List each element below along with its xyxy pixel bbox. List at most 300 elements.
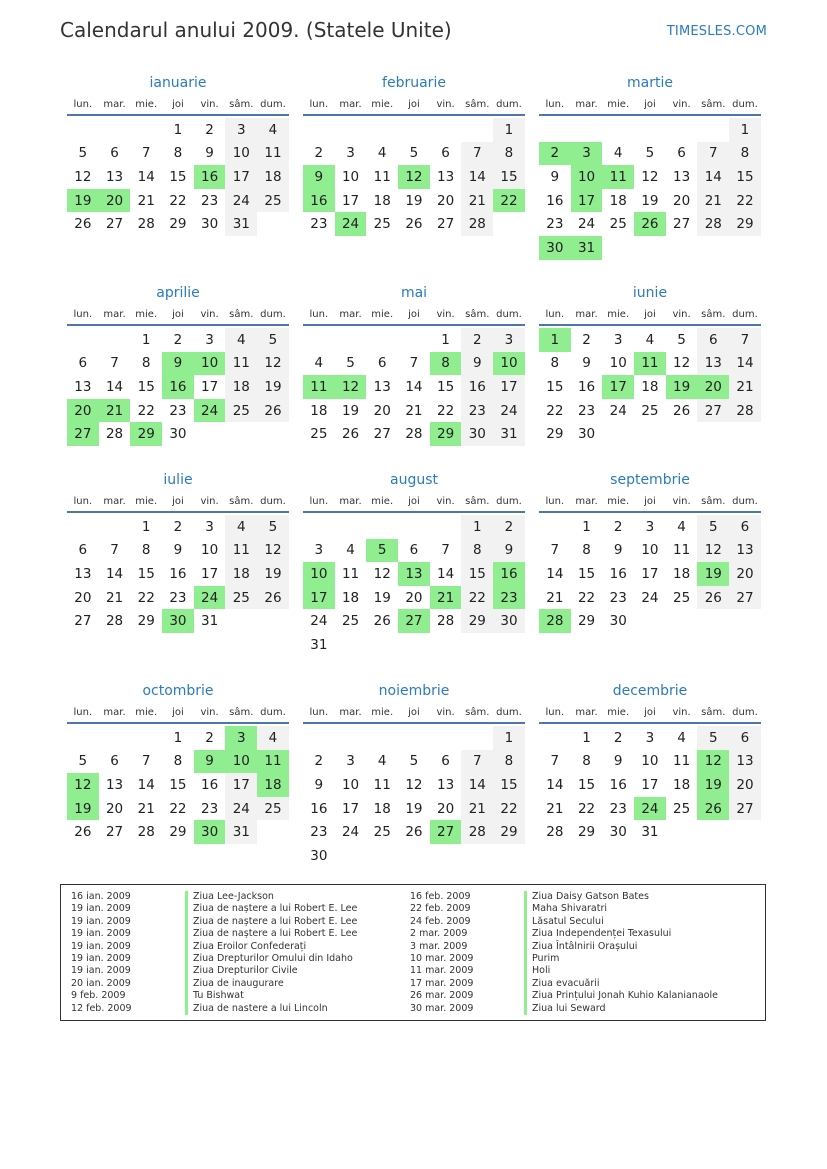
day-cell: 2: [314, 145, 324, 162]
day-cell: 21: [461, 797, 493, 821]
day-cell: 12: [405, 776, 423, 793]
day-cell: 4: [257, 726, 289, 750]
holiday-cell: 12: [335, 375, 367, 399]
day-cell: 6: [729, 515, 761, 539]
holiday-row: [71, 978, 401, 990]
empty-cell: [571, 118, 603, 142]
day-cell: 29: [577, 613, 596, 630]
day-cell: 26: [257, 586, 289, 610]
day-cell: 4: [314, 355, 324, 372]
day-cell: 23: [169, 402, 187, 419]
day-cell: 28: [105, 426, 124, 443]
day-cell: 8: [173, 753, 183, 770]
day-cell: 8: [173, 145, 183, 162]
day-cell: 25: [673, 589, 691, 606]
day-cell: 22: [169, 192, 187, 209]
holiday-date: 3 mar. 2009: [410, 940, 468, 952]
day-cell: 20: [673, 192, 691, 209]
weekday-label: mie.: [135, 706, 158, 718]
holiday-cell: 10: [303, 562, 335, 586]
holiday-cell: 12: [67, 773, 99, 797]
holiday-name: Ziua Drepturilor Civile: [185, 965, 298, 977]
holiday-cell: 29: [430, 422, 462, 446]
holiday-cell: 16: [162, 375, 194, 399]
day-cell: 23: [169, 589, 187, 606]
empty-cell: [398, 726, 430, 750]
holiday-cell: 12: [697, 750, 729, 774]
day-cell: 26: [405, 216, 423, 233]
month-name: octombrie: [142, 683, 214, 699]
day-cell: 25: [225, 586, 257, 610]
day-cell: 7: [441, 542, 450, 559]
day-cell: 13: [437, 776, 455, 793]
holiday-date: 2 mar. 2009: [410, 928, 468, 940]
weekday-header: [539, 702, 761, 724]
day-cell: 15: [577, 776, 596, 793]
holiday-date: 22 feb. 2009: [410, 903, 471, 915]
day-cell: 27: [729, 586, 761, 610]
day-cell: 8: [141, 542, 151, 559]
day-cell: 16: [201, 776, 219, 793]
day-cell: 7: [409, 355, 419, 372]
empty-cell: [303, 328, 335, 352]
day-cell: 28: [461, 820, 493, 844]
holiday-cell: 10: [225, 750, 257, 774]
month-name: aprilie: [156, 285, 200, 301]
weekday-label: mie.: [371, 308, 394, 320]
day-cell: 15: [169, 168, 187, 185]
weekday-label: joi: [644, 98, 656, 110]
day-cell: 17: [341, 192, 360, 209]
empty-cell: [67, 328, 99, 352]
empty-cell: [430, 515, 462, 539]
day-cell: 11: [225, 539, 257, 563]
month-septembrie: [539, 469, 761, 633]
weekday-label: mie.: [371, 495, 394, 507]
day-cell: 2: [205, 729, 214, 746]
holiday-row: [71, 891, 401, 903]
holiday-cell: 27: [430, 820, 462, 844]
day-cell: 10: [641, 753, 659, 770]
day-cell: 10: [641, 542, 659, 559]
holiday-cell: 29: [130, 422, 162, 446]
month-iulie: [67, 469, 289, 633]
holiday-row: [410, 891, 750, 903]
holiday-cell: 20: [67, 399, 99, 423]
day-cell: 6: [677, 145, 686, 162]
day-cell: 18: [373, 192, 391, 209]
empty-cell: [99, 328, 131, 352]
day-cell: 27: [105, 216, 124, 233]
day-cell: 30: [461, 422, 493, 446]
day-cell: 3: [346, 753, 355, 770]
empty-cell: [303, 118, 335, 142]
weekday-label: mie.: [371, 706, 394, 718]
day-cell: 7: [110, 542, 119, 559]
holiday-name: Ziua de naștere a lui Robert E. Lee: [185, 903, 357, 915]
day-cell: 14: [697, 165, 729, 189]
empty-cell: [335, 726, 367, 750]
day-cell: 2: [173, 331, 183, 348]
weekday-label: joi: [644, 495, 656, 507]
day-cell: 8: [582, 753, 591, 770]
weekday-label: dum.: [260, 98, 286, 110]
weekday-label: dum.: [260, 495, 286, 507]
day-cell: 5: [645, 145, 655, 162]
holiday-date: 19 ian. 2009: [71, 903, 131, 915]
holiday-cell: 20: [697, 375, 729, 399]
empty-cell: [430, 118, 462, 142]
day-cell: 4: [225, 328, 257, 352]
weekday-header: [303, 702, 525, 724]
day-cell: 25: [257, 797, 289, 821]
month-aprilie: [67, 282, 289, 446]
day-cell: 2: [173, 518, 183, 535]
day-cell: 11: [257, 142, 289, 166]
day-cell: 11: [673, 753, 691, 770]
day-cell: 8: [141, 355, 151, 372]
day-cell: 31: [493, 422, 525, 446]
weekday-label: lun.: [545, 706, 565, 718]
days-grid: [539, 726, 761, 844]
weekday-label: lun.: [73, 98, 93, 110]
holiday-cell: 26: [697, 797, 729, 821]
day-cell: 5: [346, 355, 355, 372]
day-cell: 8: [493, 750, 525, 774]
weekday-label: mar.: [339, 495, 362, 507]
day-cell: 4: [377, 753, 387, 770]
holiday-row: [71, 990, 401, 1002]
holiday-name: Tu Bishwat: [185, 990, 244, 1002]
day-cell: 24: [493, 399, 525, 423]
day-cell: 20: [729, 562, 761, 586]
day-cell: 6: [409, 542, 419, 559]
weekday-label: sâm.: [465, 308, 490, 320]
day-cell: 30: [609, 613, 627, 630]
day-cell: 6: [78, 355, 88, 372]
holiday-date: 19 ian. 2009: [71, 965, 131, 977]
holiday-cell: 17: [303, 586, 335, 610]
day-cell: 13: [729, 750, 761, 774]
day-cell: 4: [645, 331, 655, 348]
day-cell: 3: [205, 518, 214, 535]
holiday-row: [410, 1003, 750, 1015]
weekday-label: vin.: [672, 308, 691, 320]
day-cell: 15: [729, 165, 761, 189]
day-cell: 29: [546, 426, 564, 443]
day-cell: 4: [225, 515, 257, 539]
month-decembrie: [539, 680, 761, 844]
holiday-cell: 12: [398, 165, 430, 189]
day-cell: 25: [609, 216, 627, 233]
day-cell: 20: [373, 402, 391, 419]
weekday-label: mar.: [339, 98, 362, 110]
day-cell: 16: [546, 192, 564, 209]
day-cell: 30: [609, 824, 627, 841]
days-grid: [67, 118, 289, 236]
day-cell: 27: [74, 613, 92, 630]
day-cell: 27: [697, 399, 729, 423]
day-cell: 16: [169, 565, 187, 582]
month-februarie: [303, 72, 525, 236]
holiday-cell: 16: [194, 165, 226, 189]
day-cell: 13: [697, 352, 729, 376]
day-cell: 17: [493, 375, 525, 399]
day-cell: 30: [493, 609, 525, 633]
day-cell: 25: [341, 613, 360, 630]
holiday-cell: 20: [99, 189, 131, 213]
day-cell: 5: [697, 515, 729, 539]
day-cell: 30: [201, 216, 219, 233]
day-cell: 29: [169, 216, 187, 233]
day-cell: 7: [550, 542, 560, 559]
empty-cell: [697, 118, 729, 142]
empty-cell: [539, 726, 571, 750]
day-cell: 12: [673, 355, 691, 372]
holiday-name: Lăsatul Secului: [524, 916, 604, 928]
weekday-label: joi: [172, 308, 184, 320]
month-name: noiembrie: [378, 683, 450, 699]
holidays-list: [60, 884, 766, 1021]
days-grid: [539, 118, 761, 260]
holiday-cell: 9: [303, 165, 335, 189]
holiday-cell: 30: [194, 820, 226, 844]
day-cell: 16: [461, 375, 493, 399]
holiday-cell: 3: [571, 142, 603, 166]
holiday-cell: 16: [493, 562, 525, 586]
holiday-cell: 9: [162, 352, 194, 376]
day-cell: 28: [729, 399, 761, 423]
weekday-label: sâm.: [701, 308, 726, 320]
empty-cell: [366, 726, 398, 750]
day-cell: 28: [105, 613, 124, 630]
weekday-label: vin.: [672, 98, 691, 110]
day-cell: 1: [173, 121, 183, 138]
day-cell: 29: [493, 820, 525, 844]
empty-cell: [539, 515, 571, 539]
day-cell: 24: [341, 824, 360, 841]
holiday-cell: 2: [539, 142, 571, 166]
day-cell: 4: [677, 729, 686, 746]
day-cell: 27: [105, 824, 124, 841]
holiday-date: 26 mar. 2009: [410, 990, 474, 1002]
holiday-cell: 9: [194, 750, 226, 774]
weekday-label: vin.: [436, 706, 455, 718]
day-cell: 4: [677, 518, 686, 535]
day-cell: 1: [582, 729, 591, 746]
holiday-cell: 11: [257, 750, 289, 774]
day-cell: 28: [405, 426, 423, 443]
day-cell: 7: [550, 753, 560, 770]
empty-cell: [602, 118, 634, 142]
weekday-label: mar.: [575, 495, 598, 507]
weekday-label: vin.: [672, 706, 691, 718]
day-cell: 7: [141, 145, 151, 162]
day-cell: 19: [405, 800, 423, 817]
holiday-cell: 11: [634, 352, 666, 376]
day-cell: 17: [225, 773, 257, 797]
day-cell: 1: [141, 518, 151, 535]
day-cell: 19: [257, 375, 289, 399]
days-grid: [67, 515, 289, 633]
day-cell: 18: [225, 562, 257, 586]
weekday-label: lun.: [73, 495, 93, 507]
holiday-date: 16 feb. 2009: [410, 891, 471, 902]
day-cell: 6: [729, 726, 761, 750]
day-cell: 4: [257, 118, 289, 142]
weekday-label: mie.: [371, 98, 394, 110]
brand-link[interactable]: TIMESLES.COM: [666, 24, 767, 39]
day-cell: 10: [341, 776, 360, 793]
day-cell: 3: [205, 331, 214, 348]
weekday-header: [67, 491, 289, 513]
day-cell: 29: [729, 212, 761, 236]
day-cell: 24: [310, 613, 328, 630]
day-cell: 6: [441, 145, 450, 162]
holiday-row: [410, 941, 750, 953]
weekday-header: [67, 304, 289, 326]
day-cell: 22: [493, 797, 525, 821]
weekday-label: mar.: [103, 308, 126, 320]
holiday-cell: 24: [194, 586, 226, 610]
month-name: iunie: [632, 285, 668, 301]
day-cell: 18: [673, 776, 691, 793]
day-cell: 23: [201, 192, 219, 209]
empty-cell: [398, 118, 430, 142]
weekday-header: [303, 304, 525, 326]
day-cell: 10: [341, 168, 360, 185]
weekday-label: dum.: [496, 98, 522, 110]
day-cell: 27: [373, 426, 391, 443]
day-cell: 20: [105, 800, 124, 817]
day-cell: 6: [110, 753, 119, 770]
day-cell: 29: [169, 824, 187, 841]
weekday-label: vin.: [200, 495, 219, 507]
day-cell: 8: [461, 539, 493, 563]
weekday-header: [303, 94, 525, 116]
day-cell: 16: [310, 800, 328, 817]
holiday-name: Ziua Eroilor Confederați: [185, 941, 306, 953]
weekday-label: mar.: [575, 308, 598, 320]
day-cell: 20: [74, 589, 92, 606]
holiday-cell: 24: [194, 399, 226, 423]
day-cell: 9: [461, 352, 493, 376]
holidays-column-right: [410, 891, 750, 1015]
holiday-name: Holi: [524, 965, 550, 977]
weekday-header: [67, 702, 289, 724]
day-cell: 5: [257, 328, 289, 352]
day-cell: 26: [74, 824, 92, 841]
empty-cell: [366, 118, 398, 142]
weekday-label: dum.: [260, 706, 286, 718]
day-cell: 14: [137, 168, 155, 185]
day-cell: 12: [697, 539, 729, 563]
day-cell: 3: [613, 331, 623, 348]
day-cell: 15: [461, 562, 493, 586]
days-grid: [303, 515, 525, 657]
day-cell: 2: [613, 729, 623, 746]
holiday-row: [71, 928, 401, 940]
day-cell: 30: [577, 426, 596, 443]
day-cell: 21: [405, 402, 423, 419]
weekday-label: mie.: [135, 495, 158, 507]
weekday-label: sâm.: [229, 706, 254, 718]
day-cell: 31: [225, 820, 257, 844]
day-cell: 15: [137, 378, 155, 395]
day-cell: 9: [173, 542, 183, 559]
weekday-label: lun.: [309, 706, 329, 718]
day-cell: 28: [137, 824, 155, 841]
day-cell: 22: [577, 800, 596, 817]
day-cell: 31: [310, 636, 328, 653]
holiday-name: Ziua evacuării: [524, 978, 600, 990]
day-cell: 14: [729, 352, 761, 376]
month-name: martie: [627, 75, 673, 91]
weekday-label: vin.: [436, 495, 455, 507]
day-cell: 13: [74, 565, 92, 582]
weekday-label: sâm.: [701, 495, 726, 507]
holiday-row: [71, 965, 401, 977]
day-cell: 7: [110, 355, 119, 372]
holiday-date: 19 ian. 2009: [71, 952, 131, 964]
weekday-label: sâm.: [229, 308, 254, 320]
day-cell: 2: [314, 753, 324, 770]
day-cell: 6: [697, 328, 729, 352]
day-cell: 19: [405, 192, 423, 209]
day-cell: 27: [729, 797, 761, 821]
day-cell: 14: [405, 378, 423, 395]
day-cell: 12: [257, 539, 289, 563]
empty-cell: [99, 515, 131, 539]
day-cell: 6: [78, 542, 88, 559]
holiday-date: 16 ian. 2009: [71, 891, 131, 902]
day-cell: 7: [697, 142, 729, 166]
day-cell: 9: [550, 168, 560, 185]
weekday-label: lun.: [309, 495, 329, 507]
day-cell: 20: [437, 800, 455, 817]
weekday-label: sâm.: [465, 706, 490, 718]
weekday-label: dum.: [496, 495, 522, 507]
month-octombrie: [67, 680, 289, 844]
empty-cell: [366, 328, 398, 352]
weekday-label: vin.: [436, 98, 455, 110]
weekday-label: vin.: [200, 308, 219, 320]
days-grid: [67, 726, 289, 844]
weekday-label: sâm.: [229, 98, 254, 110]
empty-cell: [634, 118, 666, 142]
holiday-row: [71, 903, 401, 915]
holiday-row: [410, 965, 750, 977]
empty-cell: [539, 118, 571, 142]
holiday-row: [71, 941, 401, 953]
holidays-column-left: [71, 891, 401, 1015]
weekday-label: mie.: [607, 706, 630, 718]
day-cell: 10: [201, 542, 219, 559]
day-cell: 15: [493, 773, 525, 797]
day-cell: 1: [461, 515, 493, 539]
holiday-cell: 10: [493, 352, 525, 376]
day-cell: 25: [373, 824, 391, 841]
holiday-date: 19 ian. 2009: [71, 915, 131, 927]
day-cell: 17: [201, 378, 219, 395]
weekday-label: vin.: [672, 495, 691, 507]
holiday-cell: 22: [493, 189, 525, 213]
weekday-label: lun.: [73, 308, 93, 320]
month-name: mai: [400, 285, 428, 301]
holiday-cell: 27: [67, 422, 99, 446]
day-cell: 16: [609, 565, 627, 582]
day-cell: 13: [105, 168, 124, 185]
